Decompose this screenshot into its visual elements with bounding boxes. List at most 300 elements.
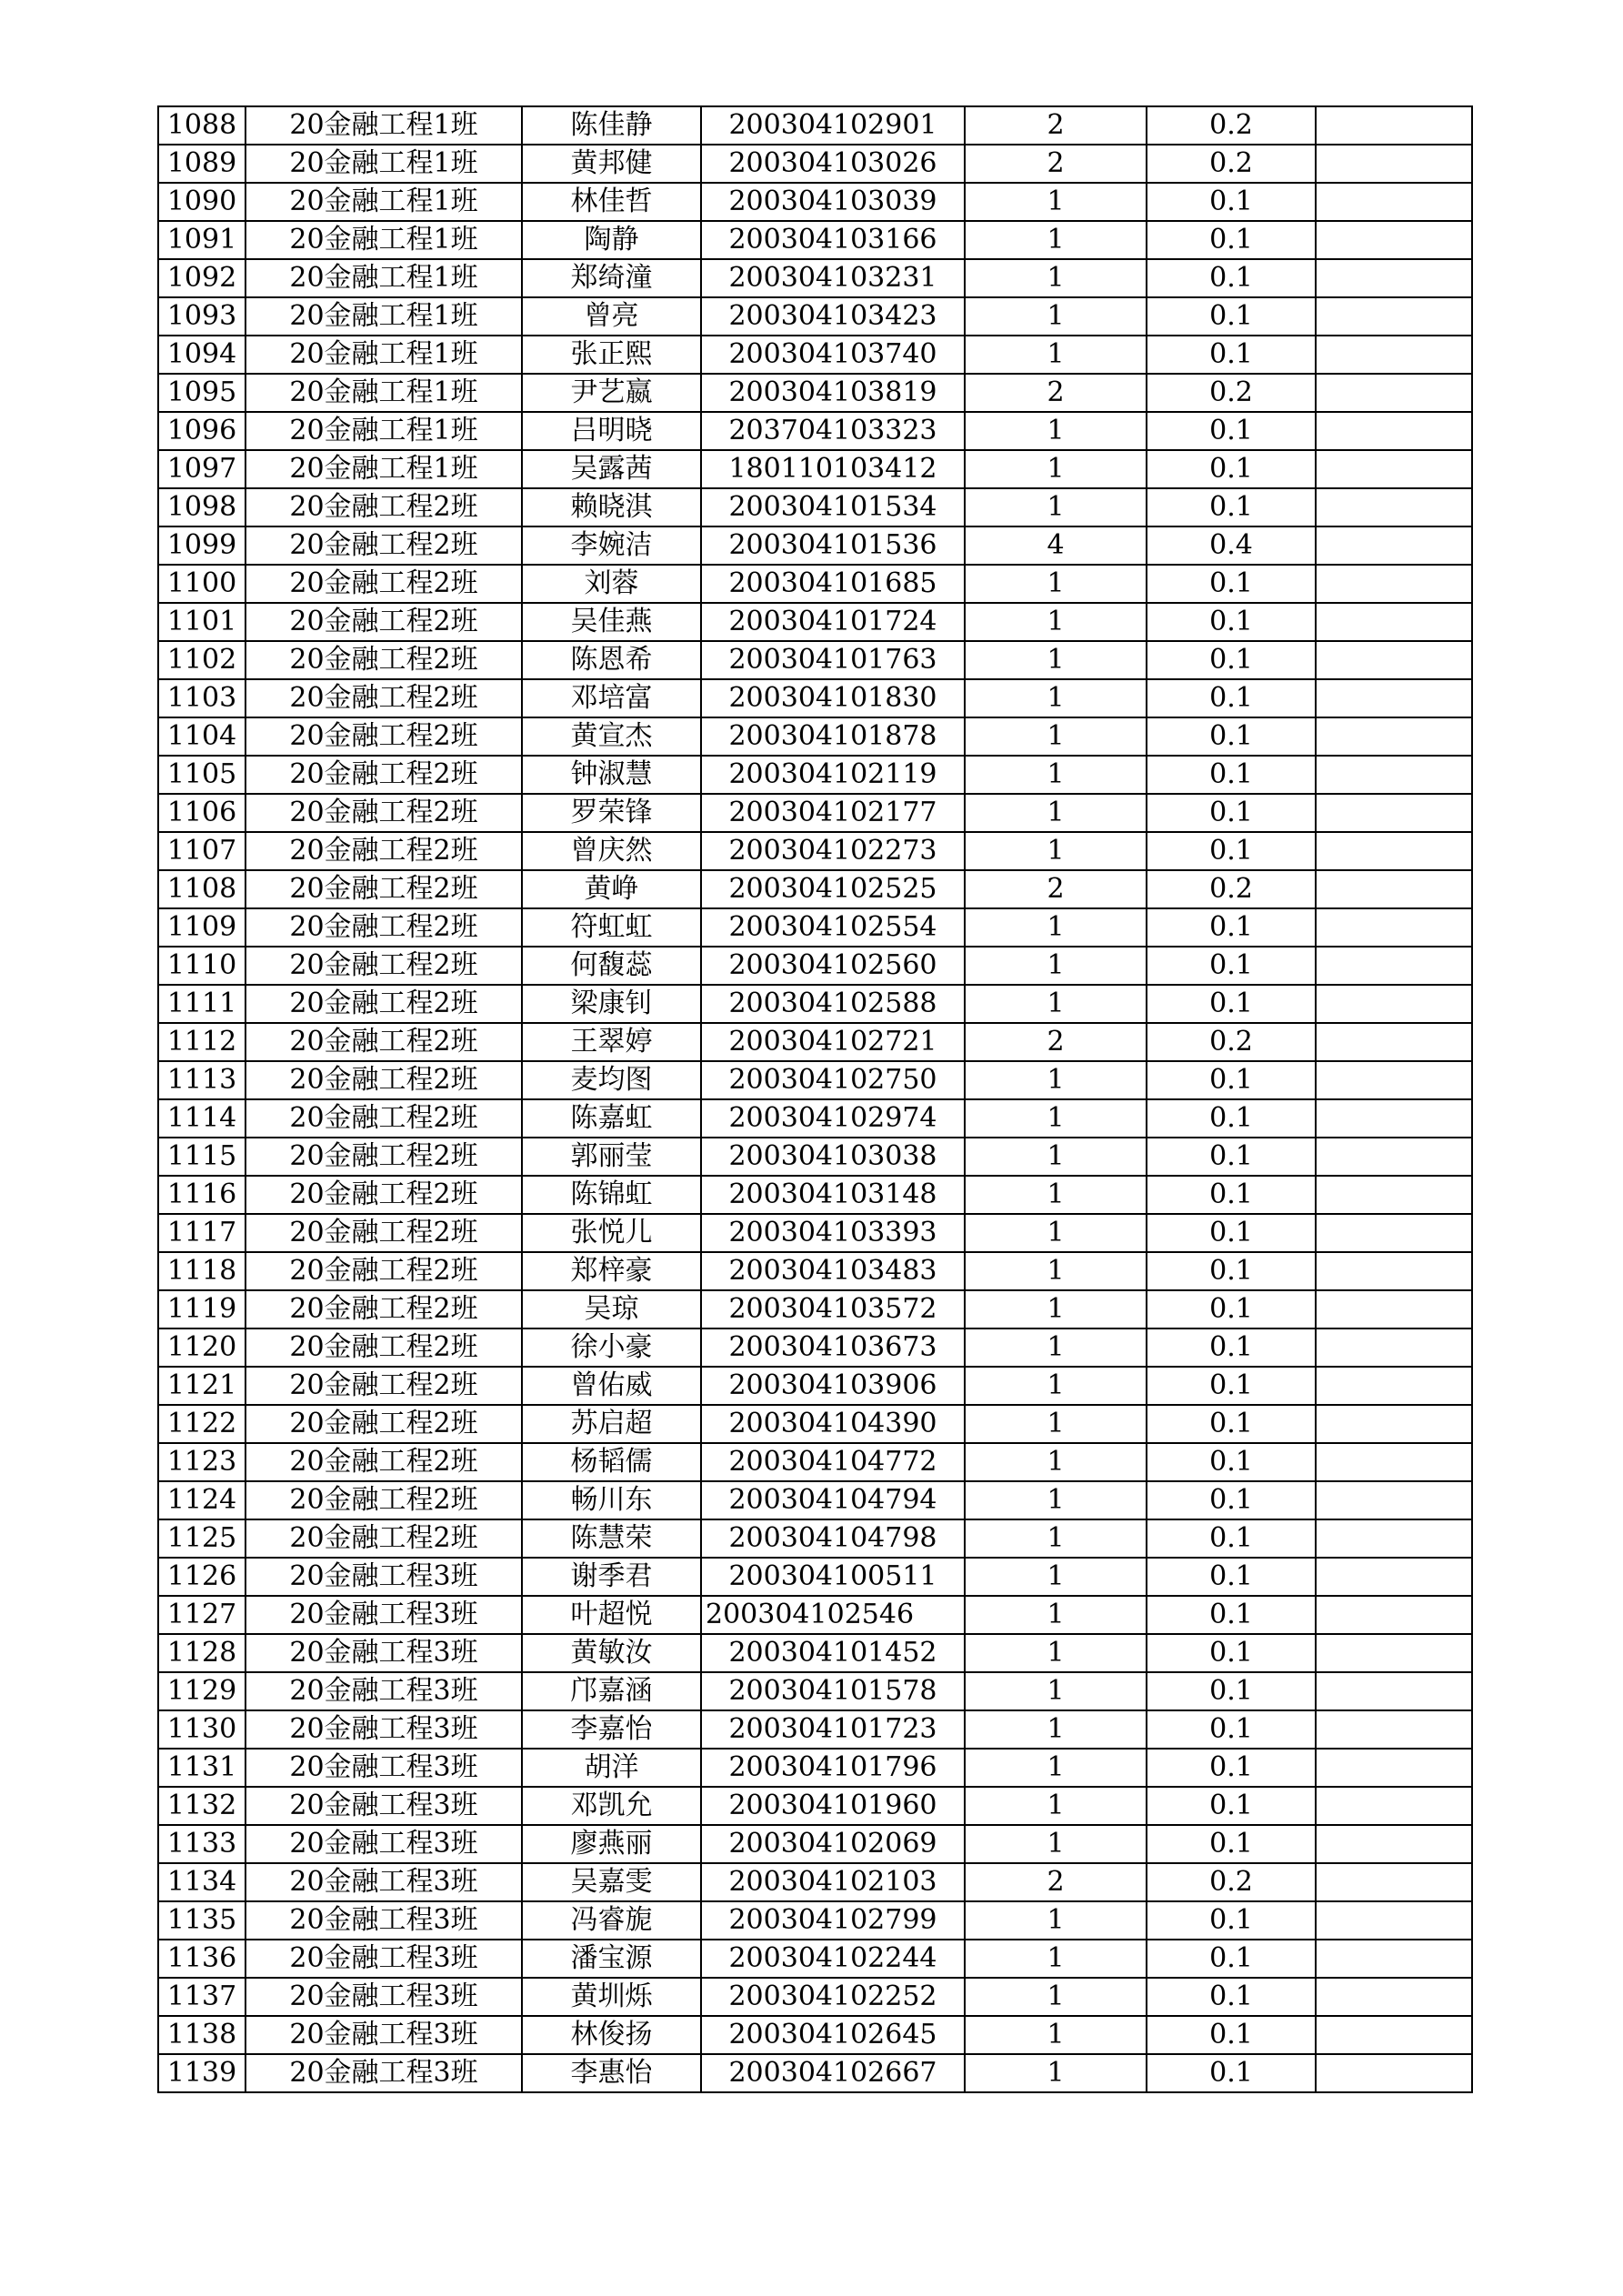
count-cell: 1 [965, 1672, 1147, 1710]
count-cell: 1 [965, 1252, 1147, 1290]
student-id-cell: 200304103148 [701, 1176, 965, 1214]
note-cell [1316, 221, 1472, 259]
seq-cell: 1135 [158, 1901, 245, 1940]
note-cell [1316, 1863, 1472, 1901]
score-cell: 0.1 [1147, 641, 1316, 679]
student-id-cell: 200304102799 [701, 1901, 965, 1940]
class-cell: 20金融工程2班 [245, 1405, 522, 1443]
table-row [158, 832, 1472, 870]
name-cell: 钟淑慧 [522, 756, 701, 794]
note-cell [1316, 1596, 1472, 1634]
table-row [158, 985, 1472, 1023]
name-cell: 赖晓淇 [522, 488, 701, 526]
note-cell [1316, 1252, 1472, 1290]
student-id-cell: 200304102667 [701, 2054, 965, 2092]
class-cell: 20金融工程1班 [245, 336, 522, 374]
score-cell: 0.1 [1147, 1634, 1316, 1672]
name-cell: 吴琼 [522, 1290, 701, 1328]
student-id-cell: 200304102525 [701, 870, 965, 908]
note-cell [1316, 1749, 1472, 1787]
count-cell: 1 [965, 1634, 1147, 1672]
name-cell: 陈恩希 [522, 641, 701, 679]
name-cell: 潘宝源 [522, 1940, 701, 1978]
count-cell: 1 [965, 1367, 1147, 1405]
seq-cell: 1104 [158, 717, 245, 756]
table-row [158, 947, 1472, 985]
note-cell [1316, 412, 1472, 450]
table-row [158, 908, 1472, 947]
class-cell: 20金融工程2班 [245, 1252, 522, 1290]
class-cell: 20金融工程2班 [245, 1061, 522, 1099]
score-cell: 0.1 [1147, 1787, 1316, 1825]
seq-cell: 1113 [158, 1061, 245, 1099]
score-cell: 0.1 [1147, 794, 1316, 832]
count-cell: 1 [965, 1061, 1147, 1099]
student-id-cell: 200304103740 [701, 336, 965, 374]
score-cell: 0.1 [1147, 1405, 1316, 1443]
student-id-cell: 180110103412 [701, 450, 965, 488]
table-row [158, 1519, 1472, 1558]
score-cell: 0.1 [1147, 1099, 1316, 1138]
name-cell: 麦均图 [522, 1061, 701, 1099]
note-cell [1316, 794, 1472, 832]
table-row [158, 1710, 1472, 1749]
score-cell: 0.1 [1147, 1481, 1316, 1519]
class-cell: 20金融工程2班 [245, 679, 522, 717]
class-cell: 20金融工程2班 [245, 947, 522, 985]
table-row [158, 1176, 1472, 1214]
name-cell: 苏启超 [522, 1405, 701, 1443]
seq-cell: 1122 [158, 1405, 245, 1443]
class-cell: 20金融工程2班 [245, 1290, 522, 1328]
count-cell: 1 [965, 259, 1147, 297]
table-row [158, 565, 1472, 603]
score-cell: 0.1 [1147, 488, 1316, 526]
note-cell [1316, 870, 1472, 908]
note-cell [1316, 717, 1472, 756]
note-cell [1316, 336, 1472, 374]
note-cell [1316, 1519, 1472, 1558]
seq-cell: 1127 [158, 1596, 245, 1634]
score-cell: 0.1 [1147, 412, 1316, 450]
student-id-cell: 200304102252 [701, 1978, 965, 2016]
seq-cell: 1098 [158, 488, 245, 526]
student-id-cell: 200304101534 [701, 488, 965, 526]
count-cell: 1 [965, 1138, 1147, 1176]
score-cell: 0.2 [1147, 1023, 1316, 1061]
seq-cell: 1109 [158, 908, 245, 947]
table-row [158, 374, 1472, 412]
count-cell: 1 [965, 2016, 1147, 2054]
count-cell: 1 [965, 1405, 1147, 1443]
note-cell [1316, 1099, 1472, 1138]
score-cell: 0.1 [1147, 2016, 1316, 2054]
score-cell: 0.1 [1147, 221, 1316, 259]
class-cell: 20金融工程2班 [245, 908, 522, 947]
student-id-cell: 200304102645 [701, 2016, 965, 2054]
score-cell: 0.1 [1147, 603, 1316, 641]
score-cell: 0.1 [1147, 1596, 1316, 1634]
class-cell: 20金融工程2班 [245, 1367, 522, 1405]
student-id-cell: 200304101723 [701, 1710, 965, 1749]
student-id-cell: 200304102546 [701, 1596, 965, 1634]
class-cell: 20金融工程2班 [245, 488, 522, 526]
note-cell [1316, 1787, 1472, 1825]
table-row [158, 1672, 1472, 1710]
table-row [158, 221, 1472, 259]
note-cell [1316, 1940, 1472, 1978]
class-cell: 20金融工程1班 [245, 450, 522, 488]
name-cell: 王翠婷 [522, 1023, 701, 1061]
student-id-cell: 200304102119 [701, 756, 965, 794]
class-cell: 20金融工程1班 [245, 221, 522, 259]
name-cell: 何馥蕊 [522, 947, 701, 985]
count-cell: 1 [965, 1099, 1147, 1138]
student-id-cell: 200304104798 [701, 1519, 965, 1558]
student-id-cell: 200304103423 [701, 297, 965, 336]
student-id-cell: 200304101763 [701, 641, 965, 679]
name-cell: 黄宣杰 [522, 717, 701, 756]
class-cell: 20金融工程2班 [245, 1481, 522, 1519]
count-cell: 2 [965, 145, 1147, 183]
count-cell: 1 [965, 1176, 1147, 1214]
student-id-cell: 200304102103 [701, 1863, 965, 1901]
note-cell [1316, 183, 1472, 221]
table-row [158, 1863, 1472, 1901]
class-cell: 20金融工程2班 [245, 1328, 522, 1367]
count-cell: 1 [965, 1749, 1147, 1787]
table-row [158, 1596, 1472, 1634]
seq-cell: 1119 [158, 1290, 245, 1328]
score-cell: 0.1 [1147, 1978, 1316, 2016]
student-id-cell: 200304103231 [701, 259, 965, 297]
student-id-cell: 200304103673 [701, 1328, 965, 1367]
class-cell: 20金融工程2班 [245, 641, 522, 679]
note-cell [1316, 1367, 1472, 1405]
student-id-cell: 200304104390 [701, 1405, 965, 1443]
count-cell: 1 [965, 1710, 1147, 1749]
table-row [158, 1023, 1472, 1061]
seq-cell: 1108 [158, 870, 245, 908]
score-cell: 0.1 [1147, 1443, 1316, 1481]
name-cell: 刘蓉 [522, 565, 701, 603]
score-cell: 0.1 [1147, 1328, 1316, 1367]
table-body [158, 106, 1472, 2092]
table-row [158, 297, 1472, 336]
class-cell: 20金融工程1班 [245, 145, 522, 183]
score-cell: 0.1 [1147, 1252, 1316, 1290]
student-id-cell: 200304103026 [701, 145, 965, 183]
name-cell: 林俊扬 [522, 2016, 701, 2054]
seq-cell: 1110 [158, 947, 245, 985]
name-cell: 吴露茜 [522, 450, 701, 488]
note-cell [1316, 1176, 1472, 1214]
count-cell: 1 [965, 221, 1147, 259]
student-id-cell: 200304102750 [701, 1061, 965, 1099]
class-cell: 20金融工程2班 [245, 565, 522, 603]
count-cell: 1 [965, 603, 1147, 641]
name-cell: 廖燕丽 [522, 1825, 701, 1863]
class-cell: 20金融工程1班 [245, 259, 522, 297]
seq-cell: 1132 [158, 1787, 245, 1825]
name-cell: 黄邦健 [522, 145, 701, 183]
seq-cell: 1136 [158, 1940, 245, 1978]
student-id-cell: 200304101796 [701, 1749, 965, 1787]
score-cell: 0.1 [1147, 1290, 1316, 1328]
note-cell [1316, 450, 1472, 488]
class-cell: 20金融工程3班 [245, 2016, 522, 2054]
table-row [158, 412, 1472, 450]
student-id-cell: 200304104772 [701, 1443, 965, 1481]
name-cell: 曾亮 [522, 297, 701, 336]
score-cell: 0.1 [1147, 1558, 1316, 1596]
note-cell [1316, 2054, 1472, 2092]
class-cell: 20金融工程2班 [245, 526, 522, 565]
seq-cell: 1096 [158, 412, 245, 450]
class-cell: 20金融工程2班 [245, 603, 522, 641]
seq-cell: 1133 [158, 1825, 245, 1863]
name-cell: 邓凯允 [522, 1787, 701, 1825]
class-cell: 20金融工程3班 [245, 1596, 522, 1634]
name-cell: 徐小豪 [522, 1328, 701, 1367]
name-cell: 林佳哲 [522, 183, 701, 221]
note-cell [1316, 1481, 1472, 1519]
note-cell [1316, 908, 1472, 947]
class-cell: 20金融工程3班 [245, 1672, 522, 1710]
seq-cell: 1093 [158, 297, 245, 336]
name-cell: 吴嘉雯 [522, 1863, 701, 1901]
student-id-cell: 200304102901 [701, 106, 965, 145]
table-row [158, 1940, 1472, 1978]
table-row [158, 1214, 1472, 1252]
note-cell [1316, 374, 1472, 412]
seq-cell: 1117 [158, 1214, 245, 1252]
seq-cell: 1089 [158, 145, 245, 183]
note-cell [1316, 1710, 1472, 1749]
table-row [158, 1061, 1472, 1099]
score-cell: 0.1 [1147, 336, 1316, 374]
seq-cell: 1139 [158, 2054, 245, 2092]
count-cell: 1 [965, 1825, 1147, 1863]
count-cell: 4 [965, 526, 1147, 565]
student-id-cell: 200304103166 [701, 221, 965, 259]
table-row [158, 259, 1472, 297]
class-cell: 20金融工程2班 [245, 870, 522, 908]
student-id-cell: 200304102560 [701, 947, 965, 985]
count-cell: 1 [965, 756, 1147, 794]
seq-cell: 1114 [158, 1099, 245, 1138]
name-cell: 李惠怡 [522, 2054, 701, 2092]
note-cell [1316, 1978, 1472, 2016]
count-cell: 2 [965, 374, 1147, 412]
name-cell: 黄敏汝 [522, 1634, 701, 1672]
class-cell: 20金融工程1班 [245, 297, 522, 336]
class-cell: 20金融工程3班 [245, 1787, 522, 1825]
class-cell: 20金融工程1班 [245, 374, 522, 412]
score-cell: 0.1 [1147, 2054, 1316, 2092]
score-cell: 0.1 [1147, 1519, 1316, 1558]
seq-cell: 1112 [158, 1023, 245, 1061]
score-cell: 0.1 [1147, 183, 1316, 221]
name-cell: 张正熙 [522, 336, 701, 374]
name-cell: 曾庆然 [522, 832, 701, 870]
class-cell: 20金融工程3班 [245, 1863, 522, 1901]
class-cell: 20金融工程2班 [245, 1099, 522, 1138]
count-cell: 1 [965, 450, 1147, 488]
class-cell: 20金融工程3班 [245, 1634, 522, 1672]
seq-cell: 1121 [158, 1367, 245, 1405]
score-cell: 0.1 [1147, 679, 1316, 717]
table-row [158, 1787, 1472, 1825]
score-cell: 0.1 [1147, 756, 1316, 794]
count-cell: 1 [965, 832, 1147, 870]
name-cell: 畅川东 [522, 1481, 701, 1519]
note-cell [1316, 832, 1472, 870]
table-row [158, 488, 1472, 526]
score-cell: 0.2 [1147, 870, 1316, 908]
table-row [158, 1405, 1472, 1443]
seq-cell: 1115 [158, 1138, 245, 1176]
score-table [157, 105, 1473, 2093]
note-cell [1316, 1825, 1472, 1863]
student-id-cell: 200304103819 [701, 374, 965, 412]
table-row [158, 1825, 1472, 1863]
name-cell: 郑梓豪 [522, 1252, 701, 1290]
name-cell: 吴佳燕 [522, 603, 701, 641]
student-id-cell: 200304103039 [701, 183, 965, 221]
name-cell: 郭丽莹 [522, 1138, 701, 1176]
name-cell: 梁康钊 [522, 985, 701, 1023]
count-cell: 1 [965, 336, 1147, 374]
table-row [158, 1290, 1472, 1328]
note-cell [1316, 488, 1472, 526]
table-row [158, 1558, 1472, 1596]
score-cell: 0.1 [1147, 1825, 1316, 1863]
name-cell: 曾佑威 [522, 1367, 701, 1405]
seq-cell: 1138 [158, 2016, 245, 2054]
note-cell [1316, 1443, 1472, 1481]
class-cell: 20金融工程2班 [245, 1176, 522, 1214]
name-cell: 李婉洁 [522, 526, 701, 565]
note-cell [1316, 297, 1472, 336]
seq-cell: 1097 [158, 450, 245, 488]
count-cell: 1 [965, 1481, 1147, 1519]
student-id-cell: 200304102177 [701, 794, 965, 832]
seq-cell: 1100 [158, 565, 245, 603]
score-cell: 0.2 [1147, 106, 1316, 145]
count-cell: 1 [965, 1978, 1147, 2016]
count-cell: 1 [965, 1787, 1147, 1825]
count-cell: 2 [965, 870, 1147, 908]
student-id-cell: 200304101830 [701, 679, 965, 717]
name-cell: 陈嘉虹 [522, 1099, 701, 1138]
count-cell: 1 [965, 1558, 1147, 1596]
count-cell: 2 [965, 1863, 1147, 1901]
student-id-cell: 200304102273 [701, 832, 965, 870]
note-cell [1316, 1290, 1472, 1328]
count-cell: 1 [965, 908, 1147, 947]
seq-cell: 1095 [158, 374, 245, 412]
count-cell: 1 [965, 717, 1147, 756]
name-cell: 邓培富 [522, 679, 701, 717]
table-row [158, 2016, 1472, 2054]
name-cell: 杨韬儒 [522, 1443, 701, 1481]
class-cell: 20金融工程2班 [245, 1519, 522, 1558]
seq-cell: 1128 [158, 1634, 245, 1672]
name-cell: 符虹虹 [522, 908, 701, 947]
note-cell [1316, 259, 1472, 297]
score-cell: 0.2 [1147, 374, 1316, 412]
note-cell [1316, 679, 1472, 717]
class-cell: 20金融工程2班 [245, 832, 522, 870]
class-cell: 20金融工程2班 [245, 1443, 522, 1481]
note-cell [1316, 1672, 1472, 1710]
score-cell: 0.1 [1147, 259, 1316, 297]
class-cell: 20金融工程3班 [245, 1825, 522, 1863]
score-cell: 0.2 [1147, 145, 1316, 183]
student-id-cell: 200304103572 [701, 1290, 965, 1328]
count-cell: 1 [965, 1519, 1147, 1558]
score-cell: 0.1 [1147, 565, 1316, 603]
table-row [158, 145, 1472, 183]
note-cell [1316, 1634, 1472, 1672]
name-cell: 张悦儿 [522, 1214, 701, 1252]
count-cell: 1 [965, 1443, 1147, 1481]
seq-cell: 1118 [158, 1252, 245, 1290]
class-cell: 20金融工程2班 [245, 985, 522, 1023]
note-cell [1316, 947, 1472, 985]
seq-cell: 1123 [158, 1443, 245, 1481]
score-cell: 0.2 [1147, 1863, 1316, 1901]
student-id-cell: 200304103038 [701, 1138, 965, 1176]
student-id-cell: 200304100511 [701, 1558, 965, 1596]
seq-cell: 1116 [158, 1176, 245, 1214]
table-row [158, 1481, 1472, 1519]
student-id-cell: 200304102244 [701, 1940, 965, 1978]
score-cell: 0.1 [1147, 450, 1316, 488]
table-row [158, 526, 1472, 565]
table-row [158, 870, 1472, 908]
table-row [158, 1978, 1472, 2016]
student-id-cell: 200304102554 [701, 908, 965, 947]
score-cell: 0.1 [1147, 985, 1316, 1023]
class-cell: 20金融工程2班 [245, 1023, 522, 1061]
class-cell: 20金融工程3班 [245, 2054, 522, 2092]
note-cell [1316, 1138, 1472, 1176]
count-cell: 1 [965, 297, 1147, 336]
note-cell [1316, 106, 1472, 145]
student-id-cell: 200304101878 [701, 717, 965, 756]
note-cell [1316, 985, 1472, 1023]
score-cell: 0.1 [1147, 1138, 1316, 1176]
seq-cell: 1105 [158, 756, 245, 794]
student-id-cell: 200304102974 [701, 1099, 965, 1138]
count-cell: 1 [965, 1596, 1147, 1634]
class-cell: 20金融工程2班 [245, 1214, 522, 1252]
score-cell: 0.1 [1147, 947, 1316, 985]
seq-cell: 1103 [158, 679, 245, 717]
score-cell: 0.4 [1147, 526, 1316, 565]
student-id-cell: 200304101685 [701, 565, 965, 603]
note-cell [1316, 526, 1472, 565]
table-row [158, 641, 1472, 679]
class-cell: 20金融工程1班 [245, 412, 522, 450]
table-row [158, 450, 1472, 488]
student-id-cell: 200304102069 [701, 1825, 965, 1863]
score-cell: 0.1 [1147, 1061, 1316, 1099]
student-id-cell: 200304101724 [701, 603, 965, 641]
seq-cell: 1106 [158, 794, 245, 832]
